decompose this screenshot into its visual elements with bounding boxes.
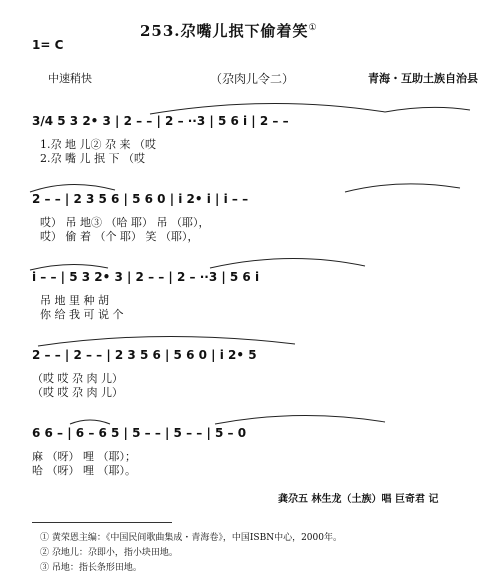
- footnote-divider: [32, 522, 172, 523]
- title-footnote-mark: ①: [308, 23, 318, 33]
- music-system-3: [0, 256, 500, 321]
- lyric-verse-2: 哈 （呀） 哩 （耶）。: [32, 464, 136, 477]
- music-system-4: [0, 334, 500, 399]
- lyric-verse-1: 哎） 吊 地③ （哈 耶） 吊 （耶），: [40, 216, 210, 229]
- lyric-verse-1: （哎 哎 尕 肉 儿）: [32, 372, 123, 385]
- music-system-2: [0, 178, 500, 243]
- notation-line: 6 6 – | 6 – 6 5 | 5 – – | 5 – – | 5 – 0: [32, 426, 247, 440]
- lyric-verse-2: （哎 哎 尕 肉 儿）: [32, 386, 123, 399]
- lyric-verse-1: 吊 地 里 种 胡: [40, 294, 109, 307]
- key-signature: 1= C: [32, 38, 64, 52]
- footnote-2: ② 尕地儿：尕即小，指小块田地。: [40, 548, 178, 558]
- lyric-verse-1: 1.尕 地 儿② 尕 来 （哎: [40, 138, 156, 151]
- region-label: 青海・互助土族自治县: [368, 72, 478, 85]
- lyric-verse-2: 2.尕 嘴 儿 抿 下 （哎: [40, 152, 145, 165]
- footnote-3: ③ 吊地：指长条形田地。: [40, 563, 142, 573]
- performer-credit: 龚尕五 林生龙（土族）唱 巨奇君 记: [278, 494, 439, 505]
- music-system-1: [0, 100, 500, 165]
- notation-line: 2 – – | 2 – – | 2 3 5 6 | 5 6 0 | i 2• 5: [32, 348, 257, 362]
- lyric-verse-2: 哎） 偷 着 （个 耶） 笑 （耶），: [40, 230, 199, 243]
- footnote-1: ① 黄荣恩主编：《中国民间歌曲集成・青海卷》，中国ISBN中心，2000年。: [40, 533, 342, 543]
- music-system-5: [0, 412, 500, 477]
- notation-line: i – – | 5 3 2• 3 | 2 – – | 2 – ··3 | 5 6 i: [32, 270, 260, 284]
- lyric-verse-1: 麻 （呀） 哩 （耶）；: [32, 450, 136, 463]
- notation-line: 2 – – | 2 3 5 6 | 5 6 0 | i 2• i | i – –: [32, 192, 249, 206]
- lyric-verse-2: 你 给 我 可 说 个: [40, 308, 124, 321]
- notation-line: 3/4 5 3 2• 3 | 2 – – | 2 – ··3 | 5 6 i | 2 – –: [32, 114, 289, 128]
- song-subtitle: （尕肉儿令二）: [210, 72, 295, 86]
- song-title: 253.尕嘴儿抿下偷着笑①: [140, 22, 318, 40]
- tempo-marking: 中速稍快: [48, 72, 92, 85]
